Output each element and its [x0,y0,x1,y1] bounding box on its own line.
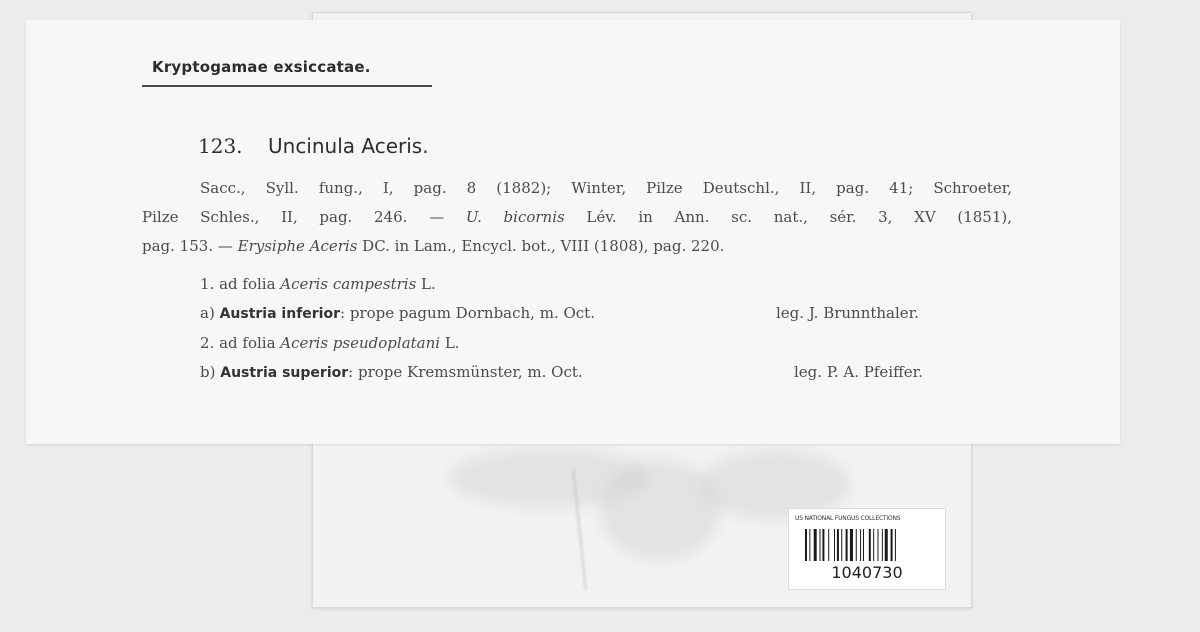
locality-line [200,358,923,388]
locality-line [200,299,919,329]
locality-label: a) [200,304,215,322]
host-line [200,270,595,299]
host-suffix: L. [416,275,436,293]
locality-text: : prope pagum Dornbach, m. Oct. [340,304,595,322]
reference-line-1: Sacc., Syll. fung., I, pag. 8 (1882); Winter, Pilze Deutschl., II, pag. 41; Schroeter, [200,179,1012,197]
collection-title: Kryptogamae exsiccatae. [152,58,371,76]
region-name: Austria superior [220,365,349,381]
exsiccata-number: 123. [198,134,243,158]
reference-text: pag. 153. — [142,237,238,255]
specimen-details [200,270,923,388]
host-name: Aceris pseudoplatani [280,334,441,352]
host-prefix: 1. ad folia [200,275,281,293]
reference-text: DC. in Lam., Encycl. bot., VIII (1808), pag. 220. [357,237,725,255]
barcode-label [788,508,946,590]
synonym-name: Erysiphe Aceris [237,237,358,255]
barcode-institution: US NATIONAL FUNGUS COLLECTIONS [795,515,901,522]
host-line [200,329,595,358]
host-suffix: L. [440,334,460,352]
host-prefix: 2. ad folia [200,334,281,352]
species-name: Uncinula Aceris. [268,134,429,158]
region-name: Austria inferior [219,306,341,322]
reference-text: Pilze Schles., II, pag. 246. — [142,208,466,226]
literature-references [142,174,1012,261]
title-underline [142,85,432,87]
reference-line-3 [142,232,1012,261]
collector: leg. J. Brunnthaler. [776,304,919,322]
catalog-number: 1040730 [831,563,903,582]
reference-line-2 [142,203,1012,232]
barcode-icon [805,529,929,561]
reference-text: Lév. in Ann. sc. nat., sér. 3, XV (1851), [564,208,1012,226]
locality-label: b) [200,363,216,381]
collector: leg. P. A. Pfeiffer. [794,363,923,381]
locality-text: : prope Kremsmünster, m. Oct. [348,363,583,381]
synonym-name: U. bicornis [465,208,565,226]
species-heading [198,134,429,158]
host-name: Aceris campestris [280,275,417,293]
